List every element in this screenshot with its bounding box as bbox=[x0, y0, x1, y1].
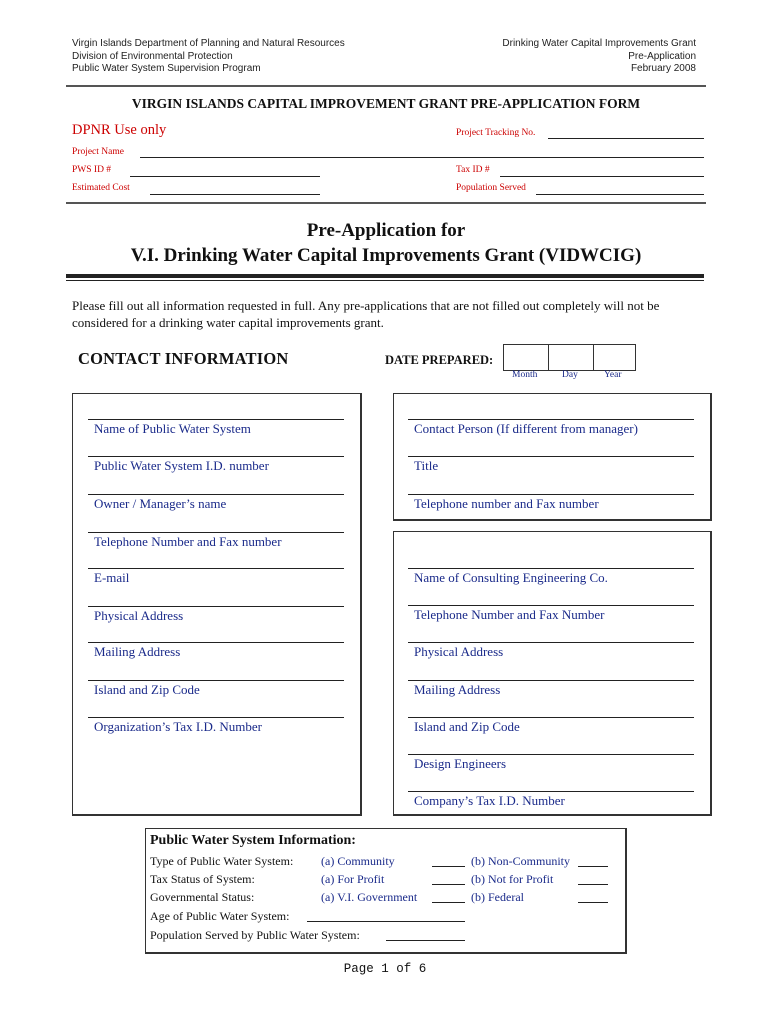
header-left-line: Virgin Islands Department of Planning and Natural Resources bbox=[72, 38, 345, 49]
field-public-water-system-name: Name of Public Water System bbox=[94, 421, 251, 436]
field-owner-telephone-fax: Telephone Number and Fax number bbox=[94, 534, 282, 549]
pws-id-label: PWS ID # bbox=[72, 165, 112, 175]
pws-id-field[interactable] bbox=[130, 176, 320, 177]
pws-type-community: (a) Community bbox=[321, 854, 395, 868]
tax-id-label: Tax ID # bbox=[456, 165, 490, 175]
date-year-box[interactable] bbox=[593, 344, 636, 371]
project-name-field[interactable] bbox=[140, 157, 704, 158]
field-contact-person: Contact Person (If different from manager) bbox=[414, 421, 638, 436]
date-year-label: Year bbox=[604, 370, 622, 380]
field-line[interactable] bbox=[88, 494, 344, 495]
dpnr-use-only-label: DPNR Use only bbox=[72, 122, 167, 138]
pws-tax-not-for-profit-blank[interactable] bbox=[578, 884, 608, 885]
field-owner-island-zip: Island and Zip Code bbox=[94, 682, 200, 697]
field-line[interactable] bbox=[88, 456, 344, 457]
main-title-line2: V.I. Drinking Water Capital Improvements Grant (VIDWCIG) bbox=[130, 245, 642, 266]
field-line[interactable] bbox=[88, 419, 344, 420]
pws-gov-vi-government-blank[interactable] bbox=[432, 902, 465, 903]
pws-tax-not-for-profit: (b) Not for Profit bbox=[471, 872, 554, 886]
field-line[interactable] bbox=[408, 791, 694, 792]
header-right-line: February 2008 bbox=[630, 63, 696, 74]
pws-gov-federal: (b) Federal bbox=[471, 890, 524, 904]
pws-gov-label: Governmental Status: bbox=[150, 890, 255, 904]
main-title bbox=[66, 218, 706, 268]
project-tracking-field[interactable] bbox=[548, 138, 704, 139]
pws-type-non-community-blank[interactable] bbox=[578, 866, 608, 867]
field-contact-telephone-fax: Telephone number and Fax number bbox=[414, 496, 599, 511]
pws-info-title: Public Water System Information: bbox=[150, 833, 356, 848]
field-line[interactable] bbox=[408, 494, 694, 495]
date-prepared-label: DATE PREPARED: bbox=[385, 353, 494, 367]
date-month-box[interactable] bbox=[503, 344, 549, 371]
field-engineering-mailing-address: Mailing Address bbox=[414, 682, 501, 697]
field-line[interactable] bbox=[408, 568, 694, 569]
pws-type-label: Type of Public Water System: bbox=[150, 854, 294, 868]
field-line[interactable] bbox=[408, 680, 694, 681]
header-left bbox=[72, 38, 345, 76]
field-pws-id-number: Public Water System I.D. number bbox=[94, 458, 269, 473]
header-left-line: Division of Environmental Protection bbox=[72, 50, 233, 62]
title-divider-thin bbox=[66, 280, 704, 281]
field-engineering-island-zip: Island and Zip Code bbox=[414, 719, 520, 734]
instructions-text: Please fill out all information requested in full. Any pre-applications that are not filled out completely will not be considered for a drinking water capital improvements grant. bbox=[72, 298, 660, 330]
page-number: Page 1 of 6 bbox=[343, 962, 427, 976]
header-left-line: Public Water System Supervision Program bbox=[72, 63, 261, 74]
field-line[interactable] bbox=[408, 717, 694, 718]
field-engineering-telephone-fax: Telephone Number and Fax Number bbox=[414, 607, 605, 622]
estimated-cost-field[interactable] bbox=[150, 194, 320, 195]
date-day-box[interactable] bbox=[548, 344, 594, 371]
pws-age-blank[interactable] bbox=[307, 921, 465, 922]
field-line[interactable] bbox=[408, 605, 694, 606]
field-line[interactable] bbox=[408, 754, 694, 755]
field-email: E-mail bbox=[94, 570, 130, 585]
contact-information-heading: CONTACT INFORMATION bbox=[78, 349, 289, 368]
header-right-line: Pre-Application bbox=[628, 50, 696, 62]
field-owner-mailing-address: Mailing Address bbox=[94, 644, 181, 659]
field-organization-tax-id: Organization’s Tax I.D. Number bbox=[94, 719, 262, 734]
date-day-label: Day bbox=[562, 370, 578, 380]
field-company-tax-id: Company’s Tax I.D. Number bbox=[414, 793, 565, 808]
population-served-label: Population Served bbox=[456, 183, 526, 193]
dpnr-divider bbox=[66, 202, 706, 204]
main-title-line1: Pre-Application for bbox=[306, 220, 466, 241]
tax-id-field[interactable] bbox=[500, 176, 704, 177]
field-owner-manager-name: Owner / Manager’s name bbox=[94, 496, 227, 511]
pws-tax-for-profit: (a) For Profit bbox=[321, 872, 385, 886]
field-owner-physical-address: Physical Address bbox=[94, 608, 184, 623]
field-line[interactable] bbox=[88, 606, 344, 607]
field-engineering-physical-address: Physical Address bbox=[414, 644, 504, 659]
header-right-line: Drinking Water Capital Improvements Grant bbox=[502, 38, 696, 49]
estimated-cost-label: Estimated Cost bbox=[72, 183, 130, 193]
field-line[interactable] bbox=[88, 680, 344, 681]
field-line[interactable] bbox=[88, 532, 344, 533]
field-line[interactable] bbox=[408, 419, 694, 420]
pws-gov-vi-government: (a) V.I. Government bbox=[321, 890, 418, 904]
pws-gov-federal-blank[interactable] bbox=[578, 902, 608, 903]
field-contact-title: Title bbox=[414, 458, 439, 473]
form-title: VIRGIN ISLANDS CAPITAL IMPROVEMENT GRANT PRE-APPLICATION FORM bbox=[131, 96, 641, 111]
date-month-label: Month bbox=[512, 370, 538, 380]
header-divider bbox=[66, 85, 706, 87]
field-line[interactable] bbox=[88, 568, 344, 569]
population-served-field[interactable] bbox=[536, 194, 704, 195]
field-consulting-engineering-co: Name of Consulting Engineering Co. bbox=[414, 570, 608, 585]
pws-type-community-blank[interactable] bbox=[432, 866, 465, 867]
pws-population-blank[interactable] bbox=[386, 940, 465, 941]
pws-tax-for-profit-blank[interactable] bbox=[432, 884, 465, 885]
field-design-engineers: Design Engineers bbox=[414, 756, 507, 771]
project-tracking-label: Project Tracking No. bbox=[456, 128, 536, 138]
field-line[interactable] bbox=[408, 642, 694, 643]
project-name-label: Project Name bbox=[72, 147, 124, 157]
pws-tax-label: Tax Status of System: bbox=[150, 872, 255, 886]
header-right bbox=[502, 38, 696, 76]
pws-type-non-community: (b) Non-Community bbox=[471, 854, 570, 868]
field-line[interactable] bbox=[88, 717, 344, 718]
pws-age-label: Age of Public Water System: bbox=[150, 909, 290, 923]
title-divider-thick bbox=[66, 274, 704, 278]
field-line[interactable] bbox=[408, 456, 694, 457]
field-line[interactable] bbox=[88, 642, 344, 643]
pws-population-label: Population Served by Public Water System: bbox=[150, 928, 360, 942]
